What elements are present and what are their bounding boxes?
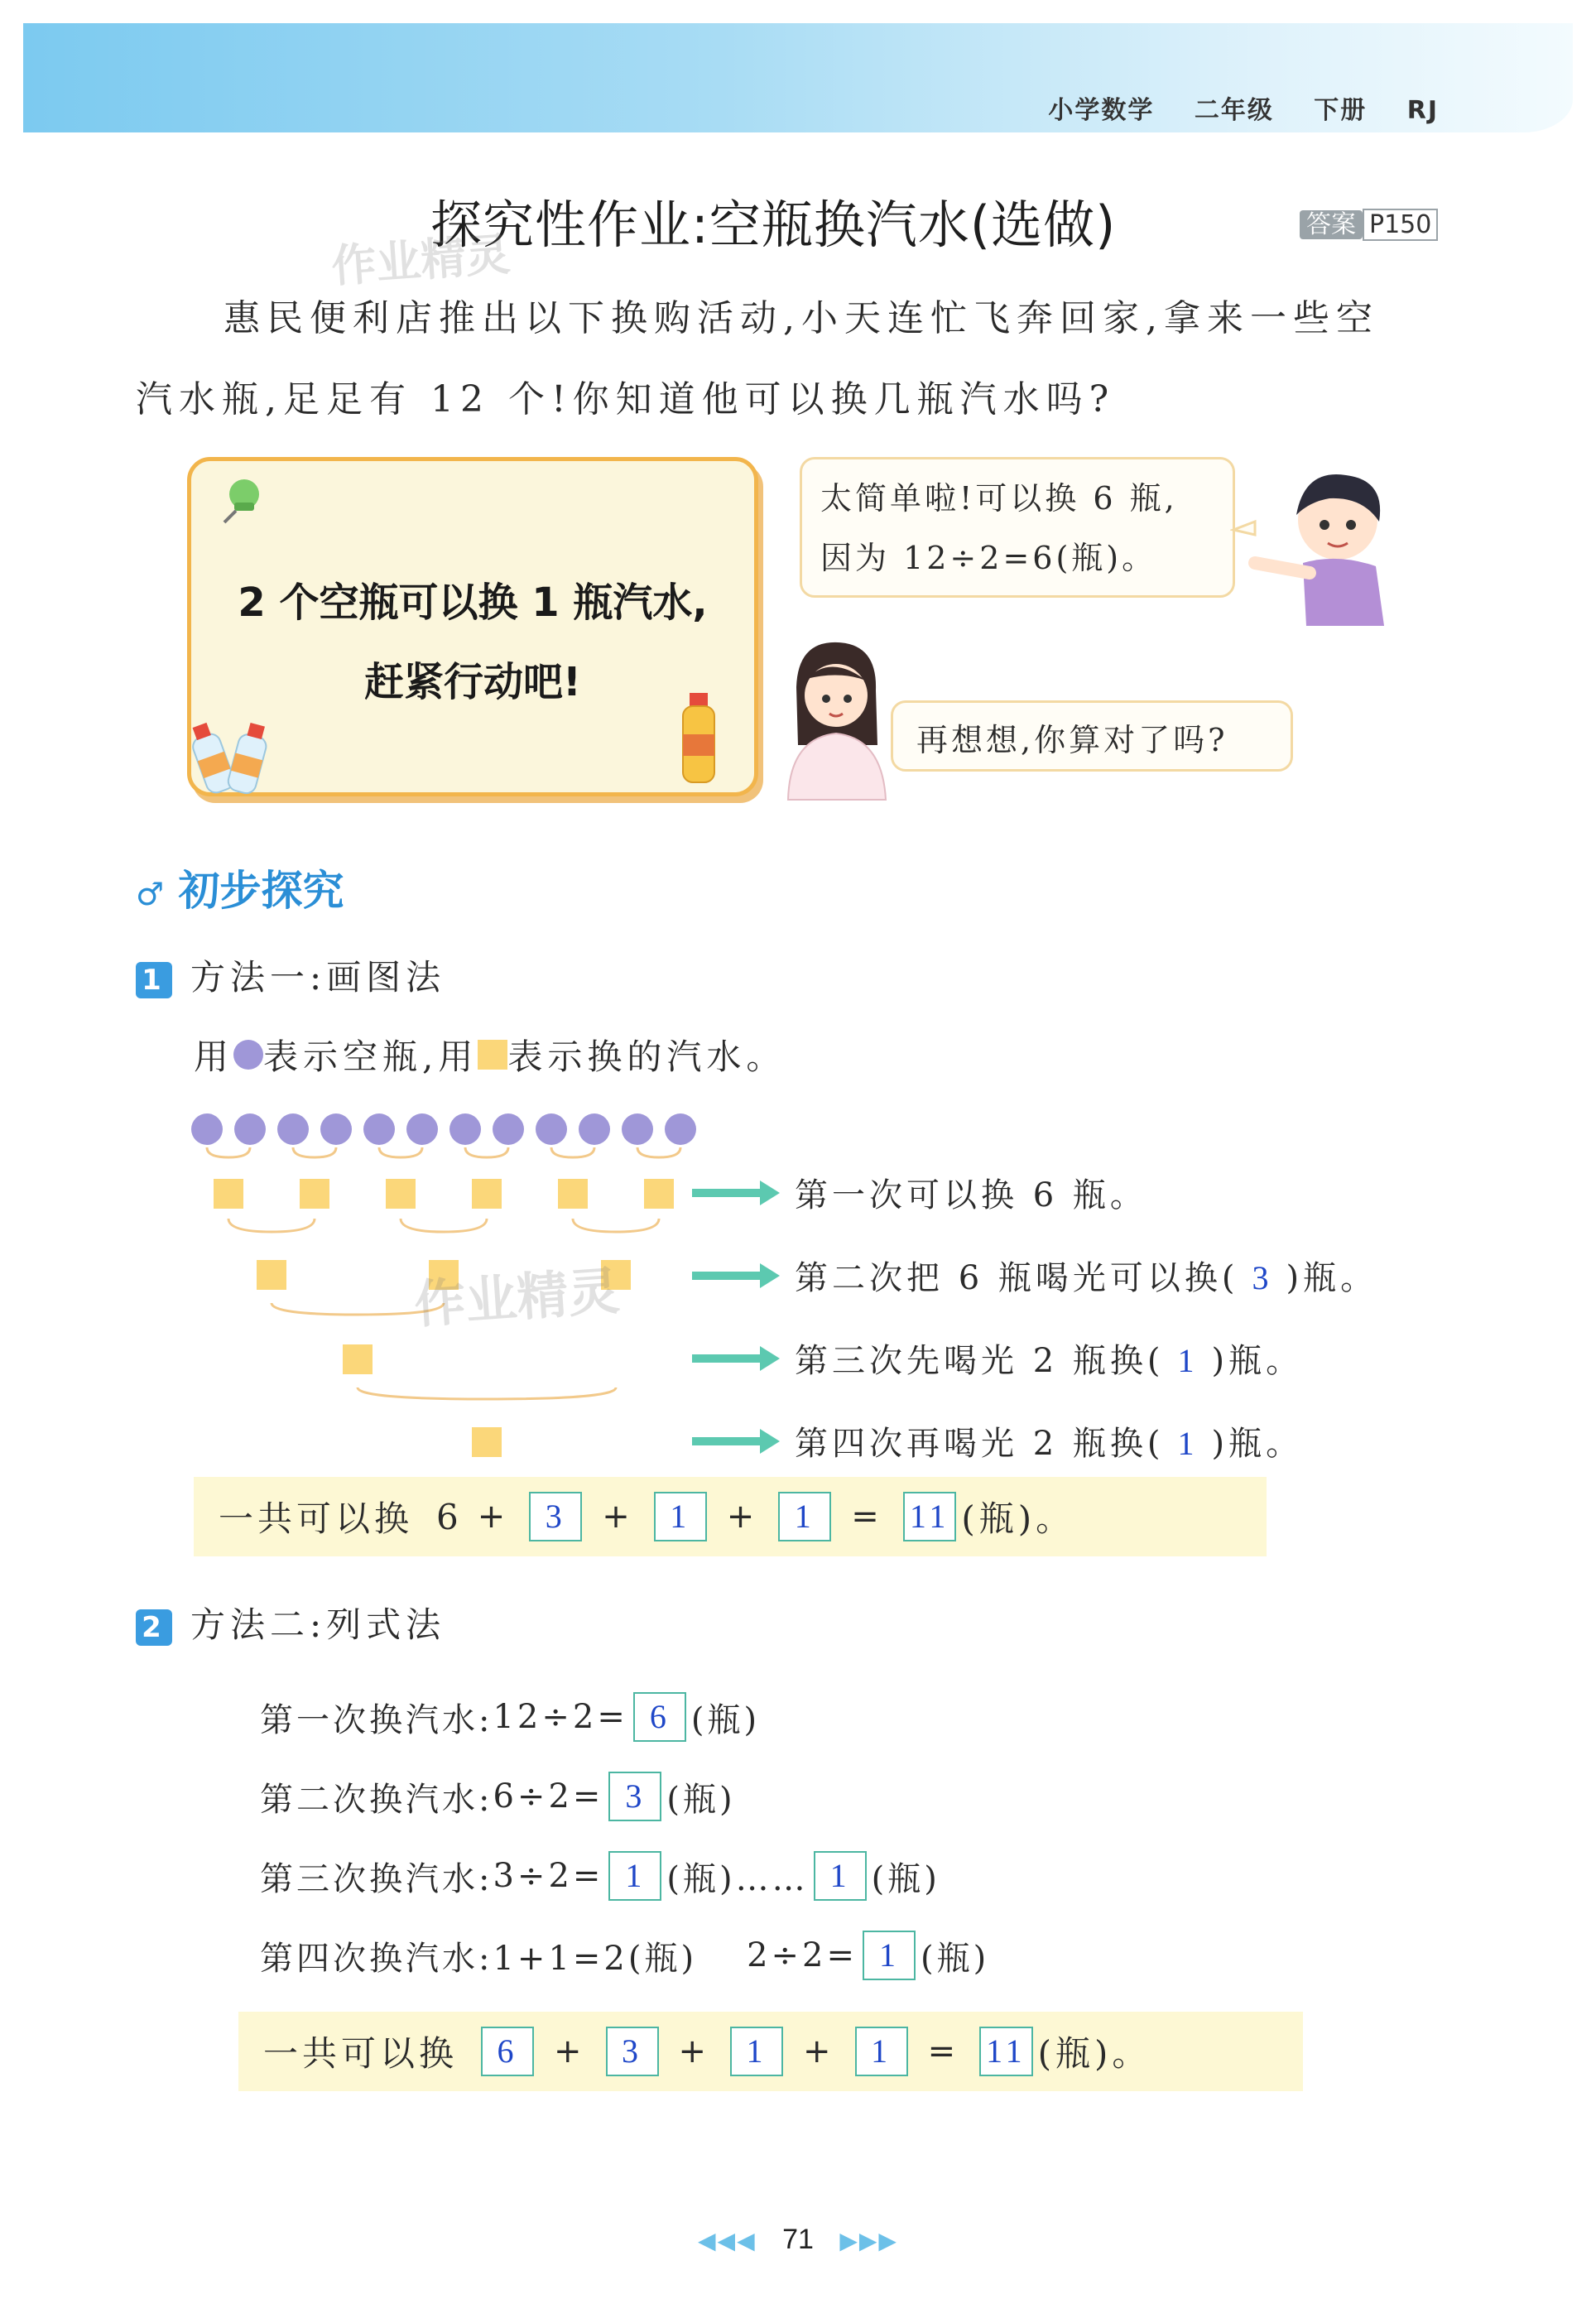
equation-4-expr2: 2÷2= <box>747 1936 858 1974</box>
page-title: 探究性作业:空瓶换汽水(选做) <box>430 195 1117 255</box>
promo-poster <box>187 457 758 796</box>
prev-arrows-icon[interactable]: ◀◀◀ <box>698 2228 757 2253</box>
equation-3-unit2: (瓶) <box>871 1859 940 1898</box>
equation-4-label: 第四次换汽水: <box>260 1939 493 1978</box>
equation-3-label: 第三次换汽水: <box>260 1859 493 1898</box>
equation-1-answer: 6 <box>633 1692 686 1742</box>
arrows-column <box>687 1172 786 1462</box>
total1-box-2: 1 <box>654 1492 707 1541</box>
soda-legend-icon <box>478 1040 507 1070</box>
method2-title-text: 方法二:列式法 <box>190 1604 446 1645</box>
equation-2-unit: (瓶) <box>666 1780 736 1819</box>
equation-3-answer: 1 <box>608 1851 661 1901</box>
boy-bubble-line-2: 因为 12÷2=6(瓶)。 <box>820 540 1157 576</box>
step-2 <box>795 1252 1377 1299</box>
method2-title <box>136 1598 445 1647</box>
total2-result: 11 <box>979 2027 1033 2076</box>
equation-1-label: 第一次换汽水: <box>260 1700 493 1739</box>
intro-line-2: 汽水瓶,足足有 12 个!你知道他可以换几瓶汽水吗? <box>136 378 1116 421</box>
boy-bubble-line-1: 太简单啦!可以换 6 瓶, <box>820 480 1178 517</box>
book-info <box>1018 89 1439 126</box>
total2-suffix: (瓶)。 <box>1037 2033 1151 2074</box>
equation-1-unit: (瓶) <box>690 1700 761 1739</box>
total2-prefix: 一共可以换 <box>263 2033 459 2074</box>
total1-suffix: (瓶)。 <box>961 1498 1075 1539</box>
empty-bottles-icon <box>180 709 279 801</box>
equation-4-answer: 1 <box>863 1931 916 1980</box>
boy-character-icon <box>1230 464 1404 629</box>
equation-3-unit: (瓶)…… <box>666 1859 809 1898</box>
section-heading <box>136 858 344 917</box>
empty-bottles-row <box>191 1113 696 1145</box>
total2-box-2: 3 <box>606 2027 659 2076</box>
equation-4-expr: 1+1=2(瓶) <box>493 1939 698 1978</box>
step-3-text: 第三次先喝光 2 瓶换( <box>795 1342 1165 1380</box>
page-number: 71 <box>782 2224 814 2255</box>
legend <box>194 1030 786 1080</box>
girl-speech-bubble <box>891 700 1293 772</box>
watermark: 作业精灵 <box>329 228 512 293</box>
equation-3 <box>260 1851 940 1901</box>
step-2-post: )瓶。 <box>1286 1259 1378 1297</box>
equation-2-label: 第二次换汽水: <box>260 1780 493 1819</box>
method1-total: 一共可以换 6 + 3 + 1 + 1 = 11 (瓶)。 <box>194 1477 1267 1556</box>
pushpin-icon <box>213 469 271 527</box>
total2-box-1: 6 <box>481 2027 534 2076</box>
equation-2-expr: 6÷2= <box>493 1777 604 1815</box>
equation-4-unit: (瓶) <box>921 1939 990 1978</box>
grade-label: 二年级 <box>1194 96 1274 125</box>
answer-page: P150 <box>1363 209 1438 241</box>
legend-post: 表示换的汽水。 <box>507 1036 786 1077</box>
volume-label: 下册 <box>1314 96 1368 125</box>
poster-line-1: 2 个空瓶可以换 1 瓶汽水, <box>238 580 708 626</box>
edition-label: RJ <box>1406 96 1439 125</box>
answer-tag: 答案 <box>1300 210 1363 239</box>
method1-title <box>136 950 445 1000</box>
first-exchange-squares <box>214 1179 674 1209</box>
girl-bubble-text: 再想想,你算对了吗? <box>916 722 1228 758</box>
equation-2-answer: 3 <box>608 1772 661 1821</box>
legend-mid: 表示空瓶,用 <box>263 1036 478 1077</box>
step-1 <box>795 1169 1147 1216</box>
legend-pre: 用 <box>194 1036 234 1077</box>
section-heading-text: 初步探究 <box>178 867 344 915</box>
method1-number: 1 <box>136 962 172 998</box>
step-4-text: 第四次再喝光 2 瓶换( <box>795 1425 1165 1463</box>
answer-reference[interactable] <box>1300 204 1438 240</box>
total2-box-3: 1 <box>730 2027 783 2076</box>
equation-2 <box>260 1772 736 1821</box>
magnifier-icon: ♂ <box>136 876 165 912</box>
step-1-text: 第一次可以换 6 瓶。 <box>795 1176 1147 1214</box>
girl-character-icon <box>773 637 897 803</box>
fourth-exchange-square <box>472 1427 502 1457</box>
step-4 <box>795 1417 1303 1464</box>
total1-first: 6 <box>436 1496 463 1537</box>
equation-3-remainder: 1 <box>814 1851 867 1901</box>
step-2-answer: 3 <box>1252 1259 1273 1296</box>
equation-3-expr: 3÷2= <box>493 1857 604 1895</box>
total1-box-3: 1 <box>778 1492 831 1541</box>
step-4-answer: 1 <box>1177 1425 1199 1462</box>
method2-total: 一共可以换 6 + 3 + 1 + 1 = 11 (瓶)。 <box>238 2012 1303 2091</box>
empty-bottle-legend-icon <box>233 1040 263 1070</box>
step-3-post: )瓶。 <box>1211 1342 1304 1380</box>
method1-title-text: 方法一:画图法 <box>190 957 446 998</box>
step-2-text: 第二次把 6 瓶喝光可以换( <box>795 1259 1239 1297</box>
page-footer <box>662 2224 934 2256</box>
total1-result: 11 <box>903 1492 957 1541</box>
total1-box-1: 3 <box>529 1492 582 1541</box>
equation-1-expr: 12÷2= <box>493 1698 628 1736</box>
method2-number: 2 <box>136 1609 172 1646</box>
soda-bottle-icon <box>675 690 724 789</box>
next-arrows-icon[interactable]: ▶▶▶ <box>839 2228 898 2253</box>
subject-label: 小学数学 <box>1048 96 1155 125</box>
equation-1 <box>260 1692 760 1742</box>
intro-line-1: 惠民便利店推出以下换购活动,小天连忙飞奔回家,拿来一些空 <box>224 297 1379 339</box>
step-4-post: )瓶。 <box>1211 1425 1304 1463</box>
watermark: 作业精灵 <box>412 1260 622 1335</box>
poster-line-2: 赶紧行动吧! <box>364 659 581 705</box>
step-3 <box>795 1335 1303 1382</box>
total1-prefix: 一共可以换 <box>219 1498 414 1539</box>
step-3-answer: 1 <box>1177 1342 1199 1379</box>
boy-speech-bubble <box>800 457 1235 598</box>
third-exchange-square <box>343 1344 373 1374</box>
total2-box-4: 1 <box>855 2027 908 2076</box>
equation-4 <box>260 1931 989 1980</box>
